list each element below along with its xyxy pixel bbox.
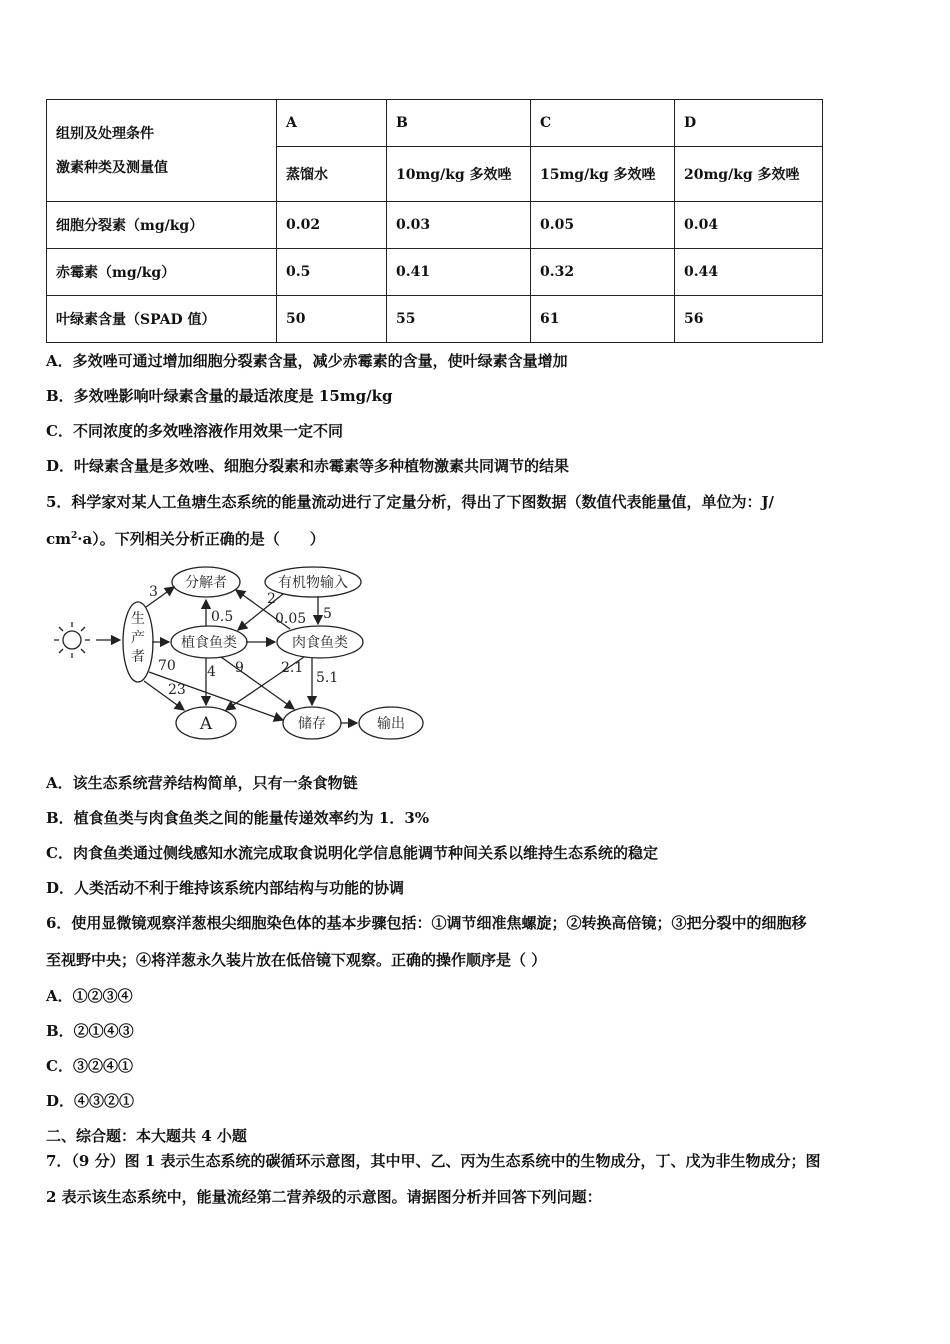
storage-label: 储存: [298, 716, 326, 732]
header-label-2: 激素种类及测量值: [56, 159, 168, 176]
q5-unit-base: cm: [46, 530, 72, 548]
q5-stem-line1: 5．科学家对某人工鱼塘生态系统的能量流动进行了定量分析，得出了下图数据（数值代表能量值，单位为：J/: [46, 493, 775, 511]
treatment-d: 20mg/kg 多效唑: [675, 147, 823, 202]
header-label-1: 组别及处理条件: [56, 125, 154, 142]
treatment-c: 15mg/kg 多效唑: [531, 147, 675, 202]
q6-option-d: D．④③②①: [46, 1092, 135, 1110]
table-cell: 0.03: [387, 202, 531, 249]
edge-value: 0.05: [275, 611, 307, 627]
decomposer-label: 分解者: [185, 575, 227, 591]
output-label: 输出: [377, 716, 405, 732]
herbivore-label: 植食鱼类: [181, 635, 237, 651]
q4-option-b: B．多效唑影响叶绿素含量的最适浓度是 15mg/kg: [46, 387, 393, 405]
q5-stem-rest: ·a）。下列相关分析正确的是（ ）: [77, 530, 325, 548]
q5-option-a: A．该生态系统营养结构简单，只有一条食物链: [46, 774, 358, 792]
section-title: 二、综合题：本大题共 4 小题: [46, 1127, 247, 1145]
sun-icon: [63, 631, 81, 649]
q4-option-c: C．不同浓度的多效唑溶液作用效果一定不同: [46, 422, 343, 440]
table-cell: 0.32: [531, 249, 675, 296]
edge-value: 3: [149, 584, 158, 600]
table-cell: 0.5: [277, 249, 387, 296]
producer-label-3: 者: [131, 649, 145, 665]
row-label: 细胞分裂素（mg/kg）: [47, 202, 277, 249]
group-header-b: B: [387, 100, 531, 147]
table-cell: 55: [387, 296, 531, 343]
q7-stem-line2: 2 表示该生态系统中，能量流经第二营养级的示意图。请据图分析并回答下列问题：: [46, 1188, 602, 1206]
row-label: 叶绿素含量（SPAD 值）: [47, 296, 277, 343]
q5-option-c: C．肉食鱼类通过侧线感知水流完成取食说明化学信息能调节种间关系以维持生态系统的稳定: [46, 844, 658, 862]
table-corner-header: [47, 100, 277, 202]
carnivore-label: 肉食鱼类: [292, 635, 348, 651]
q6-stem-line2: 至视野中央；④将洋葱永久装片放在低倍镜下观察。正确的操作顺序是（ ）: [46, 951, 547, 969]
table-cell: 0.44: [675, 249, 823, 296]
table-row: [47, 296, 823, 343]
edge-value: 0.5: [211, 609, 234, 625]
edge-value: 5: [323, 606, 332, 622]
q5-option-b: B．植食鱼类与肉食鱼类之间的能量传递效率约为 1．3%: [46, 809, 430, 827]
edge-value: 2.1: [281, 660, 304, 676]
a-node-label: A: [199, 714, 213, 734]
organic-input-label: 有机物输入: [278, 575, 348, 591]
hormone-table: [46, 99, 823, 343]
table-cell: 0.02: [277, 202, 387, 249]
edge-value: 4: [207, 664, 216, 680]
producer-label-1: 生: [131, 611, 145, 627]
q5-option-d: D．人类活动不利于维持该系统内部结构与功能的协调: [46, 879, 405, 897]
table-cell: 0.04: [675, 202, 823, 249]
row-label: 赤霉素（mg/kg）: [47, 249, 277, 296]
producer-label-2: 产: [131, 630, 145, 646]
edge-value: 9: [235, 660, 244, 676]
q6-stem-line1: 6．使用显微镜观察洋葱根尖细胞染色体的基本步骤包括：①调节细准焦螺旋；②转换高倍镜；③把分裂中的细胞移: [46, 914, 807, 932]
edge-value: 5.1: [316, 670, 339, 686]
treatment-b: 10mg/kg 多效唑: [387, 147, 531, 202]
treatment-a: 蒸馏水: [277, 147, 387, 202]
group-header-a: A: [277, 100, 387, 147]
table-row: [47, 202, 823, 249]
edge-value: 70: [158, 658, 176, 674]
edge-value: 2: [267, 591, 276, 607]
q6-option-c: C．③②④①: [46, 1057, 133, 1075]
group-header-d: D: [675, 100, 823, 147]
table-row: [47, 249, 823, 296]
table-cell: 56: [675, 296, 823, 343]
table-cell: 0.41: [387, 249, 531, 296]
table-cell: 0.05: [531, 202, 675, 249]
q6-option-b: B．②①④③: [46, 1022, 134, 1040]
group-header-c: C: [531, 100, 675, 147]
energy-flow-diagram: [46, 560, 436, 750]
q7-stem-line1: 7．（9 分）图 1 表示生态系统的碳循环示意图，其中甲、乙、丙为生态系统中的生物成分，丁、戊为非生物成分；图: [46, 1152, 821, 1170]
q5-unit-sup: 2: [71, 531, 78, 541]
q6-option-a: A．①②③④: [46, 987, 133, 1005]
q4-option-d: D．叶绿素含量是多效唑、细胞分裂素和赤霉素等多种植物激素共同调节的结果: [46, 457, 570, 475]
q4-option-a: A．多效唑可通过增加细胞分裂素含量，减少赤霉素的含量，使叶绿素含量增加: [46, 352, 568, 370]
edge-value: 23: [168, 682, 186, 698]
table-cell: 50: [277, 296, 387, 343]
table-cell: 61: [531, 296, 675, 343]
q5-stem-line2: [46, 528, 325, 549]
